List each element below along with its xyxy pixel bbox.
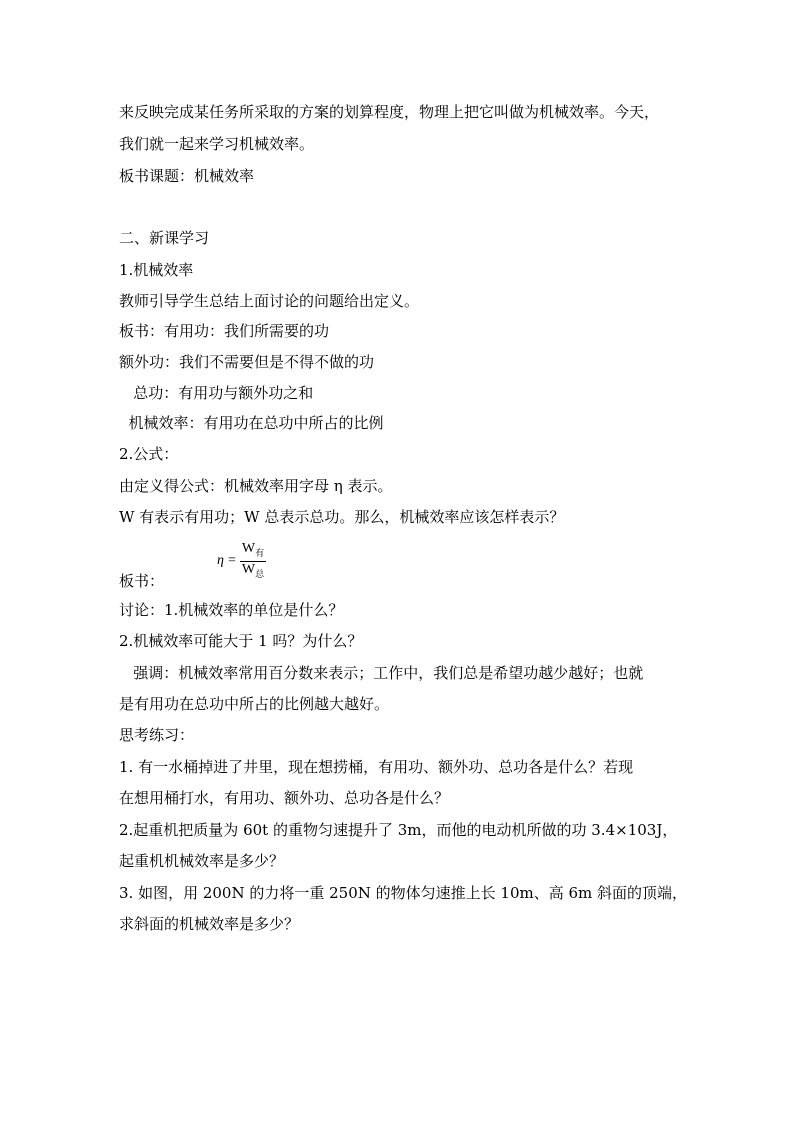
text-line: 强调：机械效率常用百分数来表示；工作中，我们总是希望功越少越好；也就 bbox=[119, 664, 644, 682]
exercise-line: 起重机机械效率是多少？ bbox=[119, 852, 285, 870]
efficiency-formula bbox=[217, 541, 266, 582]
text-line: 板书： bbox=[119, 572, 165, 590]
exercise-line: 3. 如图，用 200N 的力将一重 250N 的物体匀速推上长 10m、高 6m 斜面的顶端， bbox=[119, 884, 688, 902]
text-line: 是有用功在总功中所占的比例越大越好。 bbox=[119, 695, 390, 713]
text-line: 我们就一起来学习机械效率。 bbox=[119, 135, 315, 153]
formula-denominator: $W_总$ bbox=[241, 561, 265, 579]
text-line: 总功：有用功与额外功之和 bbox=[119, 384, 314, 402]
section-heading: 二、新课学习 bbox=[119, 229, 210, 247]
text-line: 由定义得公式：机械效率用字母 η 表示。 bbox=[119, 477, 393, 495]
text-line: 2.机械效率可能大于 1 吗？为什么？ bbox=[119, 632, 363, 650]
formula-fraction bbox=[240, 541, 266, 582]
text-line: 思考练习： bbox=[119, 726, 195, 744]
text-line: 讨论：1.机械效率的单位是什么？ bbox=[119, 601, 344, 619]
formula-equals: = bbox=[227, 553, 236, 569]
subsection-heading: 1.机械效率 bbox=[119, 261, 194, 279]
text-line: 额外功：我们不需要但是不得不做的功 bbox=[119, 353, 375, 371]
text-line: W 有表示有用功；W 总表示总功。那么，机械效率应该怎样表示？ bbox=[119, 508, 565, 526]
text-line: 板书课题：机械效率 bbox=[119, 167, 255, 185]
formula-eta-symbol: η bbox=[217, 553, 224, 569]
exercise-line: 求斜面的机械效率是多少？ bbox=[119, 915, 300, 933]
text-line: 教师引导学生总结上面讨论的问题给出定义。 bbox=[119, 292, 420, 310]
text-line: 来反映完成某任务所采取的方案的划算程度，物理上把它叫做为机械效率。今天， bbox=[119, 103, 660, 121]
exercise-line: 1. 有一水桶掉进了井里，现在想捞桶，有用功、额外功、总功各是什么？若现 bbox=[119, 758, 634, 776]
formula-numerator: $W_有$ bbox=[241, 541, 265, 558]
exercise-line: 在想用桶打水，有用功、额外功、总功各是什么？ bbox=[119, 789, 450, 807]
text-line: 机械效率：有用功在总功中所占的比例 bbox=[119, 414, 384, 432]
subsection-heading: 2.公式： bbox=[119, 445, 179, 463]
exercise-line: 2.起重机把质量为 60t 的重物匀速提升了 3m，而他的电动机所做的功 3.4×103J， bbox=[119, 821, 678, 839]
text-line: 板书：有用功：我们所需要的功 bbox=[119, 322, 330, 340]
